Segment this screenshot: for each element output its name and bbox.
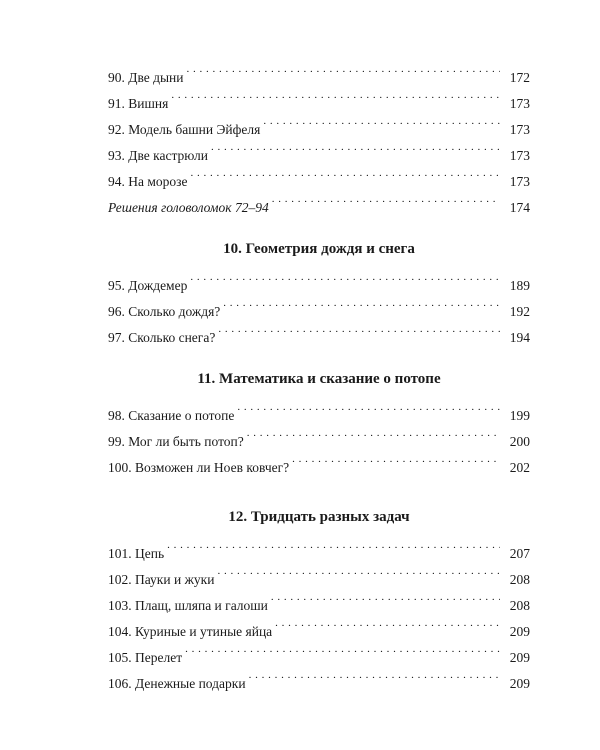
entry-title: 97. Сколько снега? bbox=[108, 330, 216, 345]
toc-entry[interactable] bbox=[108, 82, 530, 111]
entry-page: 209 bbox=[509, 624, 530, 639]
entry-page: 208 bbox=[509, 598, 530, 613]
toc-entry[interactable] bbox=[108, 394, 530, 423]
dot-leader bbox=[272, 186, 500, 212]
dot-leader bbox=[271, 584, 500, 610]
entry-title: 102. Пауки и жуки bbox=[108, 572, 215, 587]
entry-page: 209 bbox=[509, 676, 530, 691]
entry-title: 98. Сказание о потопе bbox=[108, 408, 235, 423]
entry-title: 104. Куриные и утиные яйца bbox=[108, 624, 273, 639]
entry-title: 103. Плащ, шляпа и галоши bbox=[108, 598, 268, 613]
entry-title: 94. На морозе bbox=[108, 174, 188, 189]
entry-page: 200 bbox=[509, 434, 530, 449]
entry-title: 92. Модель башни Эйфеля bbox=[108, 122, 261, 137]
dot-leader bbox=[171, 82, 500, 108]
dot-leader bbox=[292, 446, 500, 472]
entry-page: 174 bbox=[509, 200, 530, 215]
entry-title: 101. Цепь bbox=[108, 546, 165, 561]
dot-leader bbox=[185, 636, 500, 662]
entry-title: 90. Две дыни bbox=[108, 70, 184, 85]
chapter-heading: 11. Математика и сказание о потопе bbox=[197, 371, 441, 387]
entry-title: 93. Две кастрюли bbox=[108, 148, 208, 163]
dot-leader bbox=[247, 420, 500, 446]
dot-leader bbox=[167, 532, 500, 558]
dot-leader bbox=[187, 56, 500, 82]
dot-leader bbox=[249, 662, 500, 688]
dot-leader bbox=[275, 610, 500, 636]
dot-leader bbox=[218, 316, 500, 342]
toc-entry[interactable] bbox=[108, 532, 530, 561]
entry-title: 95. Дождемер bbox=[108, 278, 188, 293]
entry-title: 96. Сколько дождя? bbox=[108, 304, 221, 319]
chapter-heading: 12. Тридцать разных задач bbox=[228, 509, 410, 525]
dot-leader bbox=[217, 558, 500, 584]
chapter-heading: 10. Геометрия дождя и снега bbox=[223, 241, 415, 257]
entry-title: 91. Вишня bbox=[108, 96, 169, 111]
toc-entry[interactable] bbox=[108, 56, 530, 85]
entry-page: 173 bbox=[509, 148, 530, 163]
entry-title: 105. Перелет bbox=[108, 650, 183, 665]
entry-page: 173 bbox=[509, 122, 530, 137]
entry-page: 192 bbox=[509, 304, 530, 319]
dot-leader bbox=[190, 264, 500, 290]
entry-title: 99. Мог ли быть потоп? bbox=[108, 434, 244, 449]
entry-page: 207 bbox=[509, 546, 530, 561]
dot-leader bbox=[263, 108, 500, 134]
entry-page: 202 bbox=[509, 460, 530, 475]
table-of-contents bbox=[108, 56, 530, 691]
dot-leader bbox=[223, 290, 500, 316]
toc-entry[interactable] bbox=[108, 264, 530, 293]
entry-page: 173 bbox=[509, 174, 530, 189]
entry-page: 172 bbox=[509, 70, 530, 85]
entry-page: 173 bbox=[509, 96, 530, 111]
entry-title: 100. Возможен ли Ноев ковчег? bbox=[108, 460, 290, 475]
dot-leader bbox=[237, 394, 500, 420]
dot-leader bbox=[211, 134, 500, 160]
entry-page: 194 bbox=[509, 330, 530, 345]
entry-page: 209 bbox=[509, 650, 530, 665]
entry-page: 199 bbox=[509, 408, 530, 423]
toc-entry[interactable] bbox=[108, 558, 530, 587]
entry-page: 208 bbox=[509, 572, 530, 587]
entry-title: 106. Денежные подарки bbox=[108, 676, 246, 691]
entry-title: Решения головоломок 72–94 bbox=[108, 200, 269, 215]
entry-page: 189 bbox=[509, 278, 530, 293]
dot-leader bbox=[190, 160, 500, 186]
